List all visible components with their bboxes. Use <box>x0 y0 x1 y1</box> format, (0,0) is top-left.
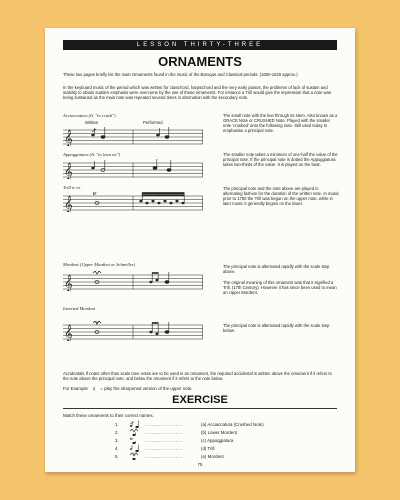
staff-mordent <box>63 271 203 291</box>
treble-clef-icon: 𝄞 <box>64 324 73 341</box>
intro-paragraph: These two pages briefly list the main Ornaments found in the music of the Baroque and Classical periods. (1650-1820 approx.) <box>63 72 298 77</box>
exercise-title: EXERCISE <box>172 394 228 406</box>
column-performed: Performed <box>143 120 163 125</box>
page-title: ORNAMENTS <box>158 54 242 69</box>
exercise-item <box>115 429 315 437</box>
exercise-answer-blank[interactable]: ...................... <box>145 430 183 435</box>
inverted-mordent-symbol-icon <box>127 452 141 461</box>
ornament-desc-appoggiatura: The smaller note takes a minimum of one-half the value of the principal note. If the principal note is dotted the Appoggiatura takes two-thirds of the value. It is played on the beat. <box>223 152 338 168</box>
ornament-label-trill: Trill tr or <box>63 185 81 190</box>
staff-inverted-mordent <box>63 321 203 341</box>
exercise-answer-blank[interactable]: ...................... <box>145 438 183 443</box>
svg-text:tr: tr <box>130 436 133 441</box>
staff-appoggiatura <box>63 159 203 179</box>
exercise-divider <box>63 408 337 409</box>
mordent-icon <box>93 271 101 274</box>
ornament-desc-acciaccatura: The small note with the line through its stem. Also known as a GRACE Note or CRUSHED Note. Played with the smaller note 'crushed' onto the following note. Still used today to emphasise a principal note. <box>223 113 338 134</box>
lesson-banner: LESSON THIRTY-THREE <box>63 40 337 50</box>
exercise-item-number: 1. <box>115 422 119 427</box>
exercise-option: (b) Lower Mordent <box>201 430 237 435</box>
page-number: 75 <box>197 462 203 467</box>
treble-clef-icon: 𝄞 <box>64 195 73 212</box>
staff-trill <box>63 192 203 212</box>
ornament-desc-mordent: The principal note is alternated rapidly with the scale step above. <box>223 264 330 275</box>
exercise-item <box>115 453 315 461</box>
ornament-label-acciaccatura: Acciaccatura (It. "to crush") <box>63 113 116 118</box>
exercise-item <box>115 421 315 429</box>
exercise-answer-blank[interactable]: ...................... <box>145 446 183 451</box>
ornament-desc-inverted-mordent: The principal note is alternated rapidly with the scale step below. <box>223 323 330 334</box>
example-prefix: For Example <box>63 386 88 391</box>
exercise-option: (a) Acciaccatura (Crushed Note) <box>201 422 264 427</box>
exercise-item <box>115 445 315 453</box>
exercise-option: (d) Trill <box>201 446 215 451</box>
exercise-option: (e) Mordent <box>201 454 224 459</box>
ornament-label-appoggiatura: Appoggiatura (It. "to lean on") <box>63 152 121 157</box>
example-line <box>63 386 193 391</box>
accidentals-note: Accidentals If notes other than scale tone notes are to be used in an ornament, the required accidental is written above the ornament if it refers to the note above the principal note, and below the ornament if it refers to the note below. <box>63 371 332 382</box>
exercise-answer-blank[interactable]: ...................... <box>145 422 183 427</box>
exercise-answer-blank[interactable]: ...................... <box>145 454 183 459</box>
ornament-desc-trill: The principal note and the note above are played in alternating fashion for the duration of the written note. In music prior to 1750 the Trill was begun on the upper note, while in later music it generally begins on the lower. <box>223 186 339 207</box>
ornament-label-inverted-mordent: Inverted Mordent <box>63 306 96 311</box>
treble-clef-icon: 𝄞 <box>64 129 73 146</box>
treble-clef-icon: 𝄞 <box>64 162 73 179</box>
exercise-instruction: Match these ornaments to their correct names. <box>63 413 154 418</box>
exercise-item-number: 5. <box>115 454 119 459</box>
staff-acciaccatura <box>63 126 203 146</box>
exercise-item-number: 4. <box>115 446 119 451</box>
example-suffix: = play the sharpened version of the upper note. <box>100 386 193 391</box>
exercise-option: (c) Appoggiatura <box>201 438 234 443</box>
exercise-item <box>115 437 315 445</box>
exercise-item-number: 2. <box>115 430 119 435</box>
exercise-item-number: 3. <box>115 438 119 443</box>
book-page <box>45 28 355 472</box>
body-paragraph: In the keyboard music of the period which was written for clavichord, harpsichord and the very early pianos, the problems of lack of sustain and inability to obtain sudden emphasis were overcome by the use of these ornaments. For instance a Trill would give the impression that a note was being sustained as the main note was repeated several times in alternation with the secondary note. <box>63 85 331 101</box>
example-sharp-mordent-icon: ♯ <box>93 386 96 391</box>
ornament-label-mordent: Mordent (Upper Mordent or Schneller) <box>63 262 136 267</box>
ornament-desc-mordent-history: The original meaning of this ornament was that it signified a Trill. (17th Century). However it has since been used to mean an Upper Mordent. <box>223 280 337 296</box>
treble-clef-icon: 𝄞 <box>64 274 73 291</box>
column-written: Written <box>85 120 99 125</box>
inverted-mordent-icon <box>93 321 101 325</box>
trill-icon: tr <box>93 192 97 197</box>
